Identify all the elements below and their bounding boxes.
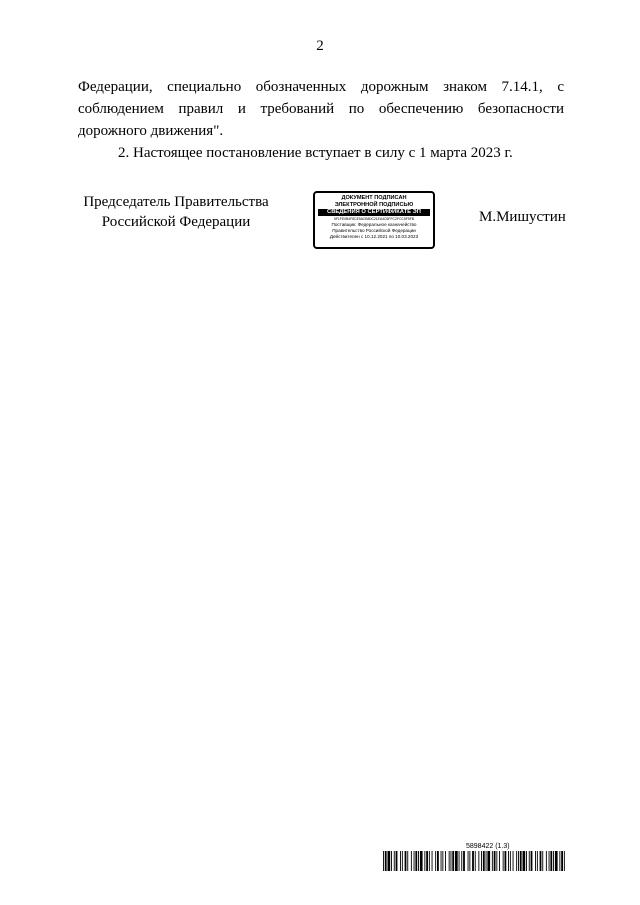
page-number: 2 — [316, 38, 324, 54]
barcode-bar — [441, 851, 442, 871]
barcode-bar — [402, 851, 403, 871]
body-paragraph-2: 2. Настоящее постановление вступает в силу с 1 марта 2023 г. — [118, 145, 513, 161]
signatory-title — [76, 192, 276, 232]
barcode-bar — [550, 851, 552, 871]
barcode-bar — [411, 851, 412, 871]
barcode-bar — [459, 851, 460, 871]
body-paragraph-1: Федерации, специально обозначенных дорожным знаком 7.14.1, с соблюдением правил и требований по обеспечению безопасности дорожного движения". — [78, 79, 564, 139]
stamp-line-2: ЭЛЕКТРОННОЙ ПОДПИСЬЮ — [334, 201, 414, 208]
barcode-bar — [481, 851, 482, 871]
barcode-bar — [487, 851, 490, 871]
stamp-issuer-line-2: Правительство Российской Федерации — [332, 228, 416, 234]
barcode-bar — [478, 851, 479, 871]
barcode-bar — [420, 851, 423, 871]
barcode-bar — [449, 851, 450, 871]
barcode-bar — [540, 851, 542, 871]
barcode-bar — [424, 851, 425, 871]
barcode-bar — [499, 851, 500, 871]
stamp-certificate-header: СВЕДЕНИЯ О СЕРТИФИКАТЕ ЭП — [318, 209, 430, 216]
barcode-bar — [407, 851, 408, 871]
barcode-bar — [510, 851, 511, 871]
barcode-bar — [452, 851, 454, 871]
stamp-validity: Действителен с 10.12.2021 по 10.03.2023 — [329, 234, 419, 240]
barcode-bar — [405, 851, 407, 871]
signatory-title-line-2: Российской Федерации — [101, 214, 251, 230]
barcode-bar — [463, 851, 465, 871]
barcode-bar — [383, 851, 384, 871]
barcode-bar — [505, 851, 507, 871]
barcode-bar — [391, 851, 392, 871]
barcode-bar — [429, 851, 430, 871]
barcode-bar — [508, 851, 509, 871]
barcode-bar — [415, 851, 417, 871]
barcode-bar — [442, 851, 443, 871]
document-code: 5898422 (1.3) — [466, 843, 510, 850]
barcode-bar — [388, 851, 391, 871]
barcode-bar — [496, 851, 497, 871]
barcode-bar — [461, 851, 462, 871]
barcode-bar — [516, 851, 517, 871]
stamp-serial: 5F1FE0B4F8CE5ACB80C21EA4C6FFC2FCC5F5FB — [333, 217, 415, 221]
barcode-bar — [435, 851, 436, 871]
barcode-bar — [555, 851, 558, 871]
barcode-bar — [518, 851, 519, 871]
barcode-bar — [523, 851, 526, 871]
barcode-bar — [385, 851, 387, 871]
barcode-bar — [503, 851, 504, 871]
barcode-bar — [469, 851, 470, 871]
barcode-bar — [396, 851, 398, 871]
barcode-bar — [455, 851, 458, 871]
barcode-bar — [529, 851, 530, 871]
barcode-bar — [472, 851, 474, 871]
barcode-bar — [486, 851, 487, 871]
barcode-bar — [451, 851, 452, 871]
barcode-bar — [426, 851, 428, 871]
barcode-bar — [445, 851, 446, 871]
barcode-bar — [468, 851, 469, 871]
barcode-bar — [549, 851, 550, 871]
barcode-bar — [400, 851, 401, 871]
barcode-bar — [513, 851, 514, 871]
barcode-bar — [437, 851, 439, 871]
barcode-bar — [418, 851, 419, 871]
barcode-bar — [546, 851, 547, 871]
barcode-bar — [494, 851, 496, 871]
barcode-bar — [526, 851, 527, 871]
signatory-name: М.Мишустин — [479, 209, 566, 225]
barcode-bar — [483, 851, 485, 871]
barcode-bar — [535, 851, 536, 871]
document-body — [78, 76, 564, 164]
barcode-bar — [537, 851, 538, 871]
stamp-line-1: ДОКУМЕНТ ПОДПИСАН — [341, 195, 407, 201]
barcode-bar — [520, 851, 522, 871]
barcode-bar — [475, 851, 476, 871]
signatory-title-line-1: Председатель Правительства — [83, 194, 269, 210]
barcode-image — [383, 851, 565, 871]
barcode-bar — [559, 851, 560, 871]
barcode-bar — [553, 851, 554, 871]
barcode-bar — [432, 851, 433, 871]
barcode-bar — [492, 851, 493, 871]
barcode-bar — [394, 851, 395, 871]
barcode-bar — [561, 851, 563, 871]
barcode-bar — [542, 851, 543, 871]
electronic-signature-stamp — [313, 191, 435, 249]
barcode-bar — [531, 851, 533, 871]
barcode-bar — [564, 851, 565, 871]
barcode-bar — [414, 851, 415, 871]
stamp-issuer-line-1: Поставщик: Федеральное казначейство — [331, 222, 417, 227]
